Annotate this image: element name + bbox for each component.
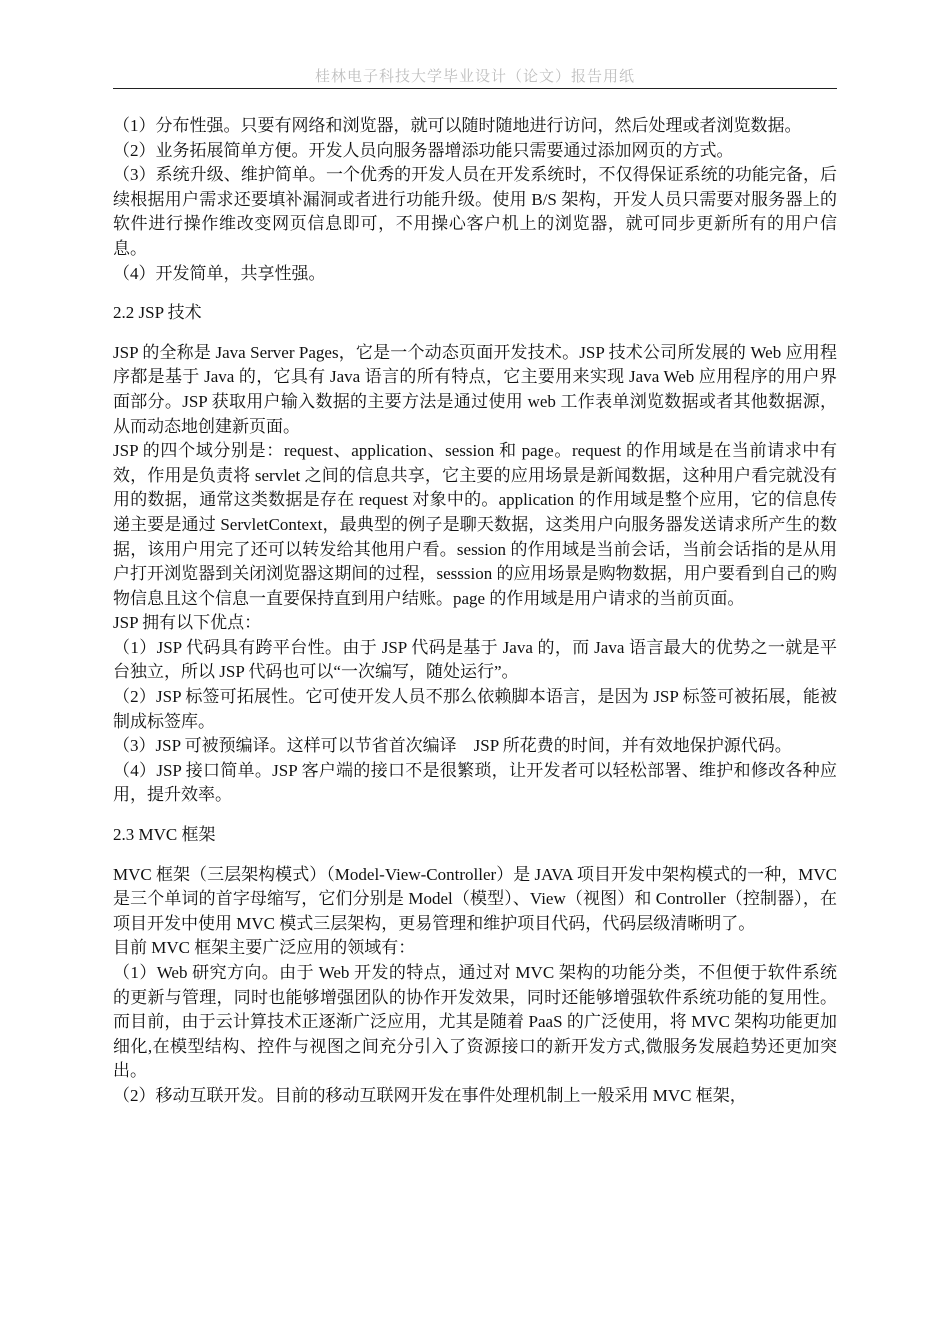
paragraph: （3）JSP 可被预编译。这样可以节省首次编译 JSP 所花费的时间，并有效地保护源代码。: [113, 736, 792, 756]
paragraph: （4）开发简单，共享性强。: [113, 263, 326, 283]
header-divider: [113, 88, 837, 89]
paragraph: JSP 的四个域分别是：request、application、session 和 page。request 的作用域是在当前请求中有效，作用是负责将 servlet 之间的信息共享，它主要的应用场景是新闻数据，这种用户看完就没有用的数据，通常这类数据是存在 request 对象中的。application 的作用域是整个应用，它的信息传递主要是通过 ServletContext，最典型的例子是聊天数据，这类用户向服务器发送请求所产生的数据，该用户用完了还可以转发给其他用户看。session 的作用域是当前会话，当前会话指的是从用户打开浏览器到关闭浏览器这期间的过程，sesssion 的应用场景是购物数据，用户要看到自己的购物信息且这个信息一直要保持直到用户结账。page 的作用域是用户请求的当前页面。: [113, 441, 837, 608]
page-header-title: 桂林电子科技大学毕业设计（论文）报告用纸: [314, 67, 635, 85]
section-heading: 2.2 JSP 技术: [113, 303, 202, 323]
paragraph: （2）JSP 标签可拓展性。它可使开发人员不那么依赖脚本语言，是因为 JSP 标签可被拓展，能被制成标签库。: [113, 687, 837, 731]
paragraph: （2）业务拓展简单方便。开发人员向服务器增添功能只需要通过添加网页的方式。: [113, 140, 734, 160]
section-heading: 2.3 MVC 框架: [113, 825, 216, 845]
paragraph: （3）系统升级、维护简单。一个优秀的开发人员在开发系统时，不仅得保证系统的功能完备，后续根据用户需求还要填补漏洞或者进行功能升级。使用 B/S 架构，开发人员只需要对服务器上的软件进行操作维改变网页信息即可，不用操心客户机上的浏览器，就可同步更新所有的用户信息。: [113, 165, 837, 258]
paragraph: （1）分布性强。只要有网络和浏览器，就可以随时随地进行访问，然后处理或者浏览数据。: [113, 116, 802, 135]
paragraph: （1）JSP 代码具有跨平台性。由于 JSP 代码是基于 Java 的，而 Java 语言最大的优势之一就是平台独立，所以 JSP 代码也可以“一次编写，随处运行”。: [113, 637, 837, 682]
body-content: [113, 114, 837, 1109]
paragraph: JSP 拥有以下优点：: [113, 613, 262, 633]
paragraph: （4）JSP 接口简单。JSP 客户端的接口不是很繁琐，让开发者可以轻松部署、维护和修改各种应用，提升效率。: [113, 760, 837, 805]
paragraph: （1）Web 研究方向。由于 Web 开发的特点，通过对 MVC 架构的功能分类，不但便于软件系统的更新与管理，同时也能够增强团队的协作开发效果，同时还能够增强软件系统功能的复用性。而目前，由于云计算技术正逐渐广泛应用，尤其是随着 PaaS 的广泛使用，将 MVC 架构功能更加细化,在模型结构、控件与视图之间充分引入了资源接口的新开发方式,微服务发展趋势还更加突出。: [113, 963, 837, 1081]
paragraph: （2）移动互联开发。目前的移动互联网开发在事件处理机制上一般采用 MVC 框架，: [113, 1085, 747, 1105]
paragraph: MVC 框架（三层架构模式）（Model-View-Controller）是 JAVA 项目开发中架构模式的一种，MVC 是三个单词的首字母缩写，它们分别是 Model（模型）、View（视图）和 Controller（控制器），在项目开发中使用 MVC 模式三层架构，更易管理和维护项目代码，代码层级清晰明了。: [113, 864, 837, 933]
paragraph: 目前 MVC 框架主要广泛应用的领域有：: [113, 938, 416, 958]
paragraph: JSP 的全称是 Java Server Pages，它是一个动态页面开发技术。JSP 技术公司所发展的 Web 应用程序都是基于 Java 的，它具有 Java 语言的所有特点，它主要用来实现 Java Web 应用程序的用户界面部分。JSP 获取用户输入数据的主要方法是通过使用 web 工作表单浏览数据或者其他数据源，从而动态地创建新页面。: [113, 342, 837, 436]
